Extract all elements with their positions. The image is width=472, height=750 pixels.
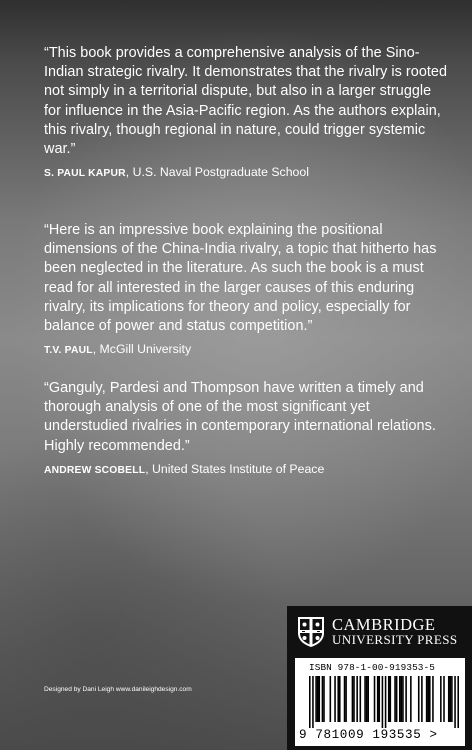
reviewer-name: ANDREW SCOBELL	[44, 464, 146, 476]
barcode-bar	[330, 676, 332, 722]
barcode-digits: 9 781009 193535 >	[299, 728, 438, 742]
barcode-bar	[352, 676, 354, 722]
barcode-bar	[448, 676, 450, 722]
barcode-bar	[382, 676, 384, 728]
review-quote-paul	[44, 221, 450, 358]
barcode-bar	[322, 676, 324, 722]
barcode-bar	[345, 676, 347, 722]
barcode-bar	[402, 676, 404, 722]
isbn-barcode	[295, 658, 465, 746]
barcode-bar	[318, 676, 320, 722]
barcode-bar	[443, 676, 445, 722]
barcode-bar	[454, 676, 456, 728]
barcode-bar	[421, 676, 423, 722]
barcode-bar	[405, 676, 407, 722]
barcode-bar	[337, 676, 339, 722]
barcode-bar	[432, 676, 434, 722]
barcode-bar	[334, 676, 336, 722]
barcode-bar	[374, 676, 376, 722]
barcode-bar	[364, 676, 366, 722]
barcode-bar	[309, 676, 311, 728]
reviewer-affiliation: , McGill University	[92, 342, 192, 357]
barcode-bar	[399, 676, 401, 722]
barcode-bar	[385, 676, 387, 728]
barcode-bar	[388, 676, 390, 722]
reviewer-name: T.V. PAUL	[44, 345, 93, 357]
barcode-bar	[323, 676, 325, 722]
quote-text: “This book provides a comprehensive analysis of the Sino-Indian strategic rivalry. It demonstrates that the rivalry is rooted not simply in a territorial dispute, but also in a larger struggle for influence in the Asia-Pacific region. As the authors explain, this rivalry, though regional in nature, could trigger systemic war.”	[44, 45, 448, 158]
quote-attribution	[44, 342, 450, 358]
barcode-bar	[451, 676, 453, 722]
publisher-panel	[287, 606, 472, 750]
barcode-bar	[360, 676, 362, 722]
barcode-bar	[429, 676, 431, 722]
barcode-bar	[356, 676, 358, 722]
barcode-bar	[339, 676, 341, 722]
barcode-bar	[317, 676, 319, 722]
publisher-name-line2: UNIVERSITY PRESS	[332, 632, 458, 647]
barcode-bar	[344, 676, 346, 722]
publisher-logo	[297, 616, 467, 650]
barcode-bar	[366, 676, 368, 722]
designer-credit: Designed by Dani Leigh www.danileighdesign.com	[44, 686, 192, 693]
quote-attribution	[44, 462, 450, 478]
quote-attribution	[44, 165, 450, 181]
reviewer-affiliation: , United States Institute of Peace	[145, 461, 325, 476]
barcode-bar	[427, 676, 429, 722]
quote-text: “Ganguly, Pardesi and Thompson have written a timely and thorough analysis of one of the most significant yet understudied rivalries in contemporary international relations. Highly recommended.”	[44, 380, 436, 454]
barcode-bar	[426, 676, 428, 722]
review-quote-scobell	[44, 379, 450, 478]
barcode-bar	[390, 676, 392, 722]
publisher-name	[332, 617, 457, 647]
quote-text: “Here is an impressive book explaining the positional dimensions of the China-India rivalry, a topic that hitherto has been neglected in the literature. As such the book is a must read for all interested in the larger causes of this enduring rivalry, its implications for theory and policy, especially for balance of power and status competition.”	[44, 222, 437, 335]
barcode-bar	[315, 676, 317, 722]
barcode-bar	[440, 676, 442, 722]
barcode-bar	[401, 676, 403, 722]
barcode-bar	[312, 676, 314, 728]
barcode-bar	[410, 676, 412, 722]
barcode-bar	[377, 676, 379, 722]
barcode-bar	[457, 676, 459, 728]
barcode-bar	[353, 676, 355, 722]
review-quote-kapur	[44, 44, 450, 181]
barcode-bar	[418, 676, 420, 722]
barcode-bar	[396, 676, 398, 722]
isbn-label: ISBN 978-1-00-919353-5	[309, 662, 435, 673]
reviewer-affiliation: , U.S. Naval Postgraduate School	[125, 165, 309, 180]
barcode-bars	[309, 676, 459, 728]
barcode-bar	[378, 676, 380, 722]
barcode-bar	[367, 676, 369, 722]
barcode-bar	[394, 676, 396, 722]
barcode-bar	[450, 676, 452, 722]
reviewer-name: S. PAUL KAPUR	[44, 168, 126, 180]
publisher-name-line1: CAMBRIDGE	[332, 615, 436, 634]
university-crest-icon	[297, 616, 325, 648]
